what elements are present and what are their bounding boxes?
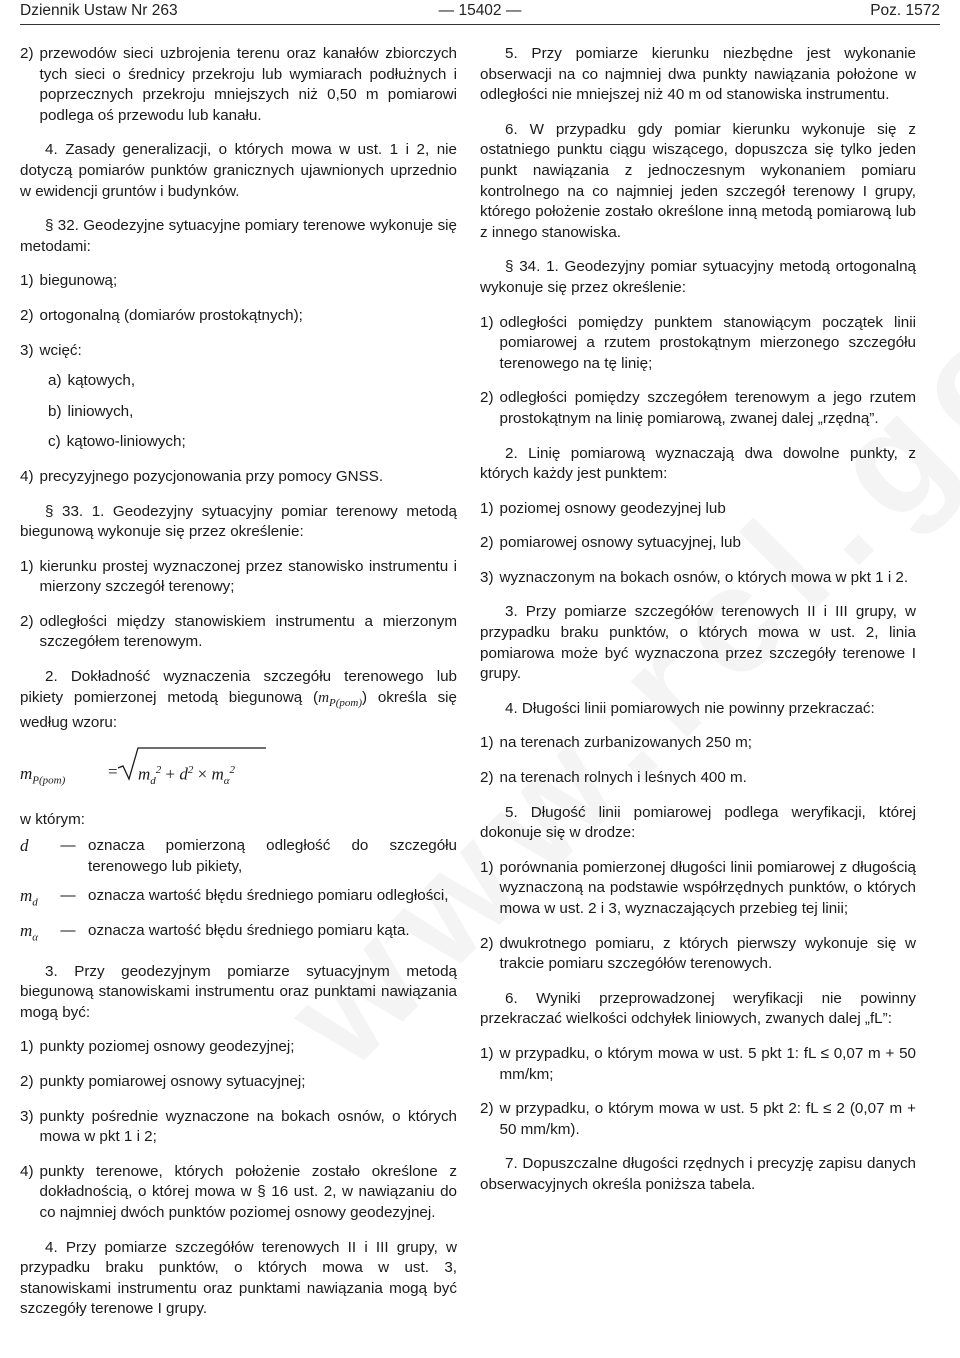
page-number: — 15402 — [438, 2, 522, 19]
symbol-subscript: d [32, 896, 38, 909]
section-33: § 33. 1. Geodezyjny sytuacyjny pomiar terenowy metodą biegunową wykonuje się przez określenie: [20, 502, 457, 541]
formula-plus: + [165, 764, 176, 784]
paragraph: 5. Przy pomiarze kierunku niezbędne jest wykonanie obserwacji na co najmniej dwa punkty nawiązania położone w odległości nie mniejszej niż 40 m od stanowiska instrumentu. [480, 45, 916, 104]
paragraph: 7. Dopuszczalne długości rzędnych i precyzję zapisu danych obserwacyjnych określa poniższa tabela. [480, 1155, 916, 1193]
list-item [480, 388, 916, 429]
item-number: 2) [480, 769, 494, 787]
list-item [480, 1099, 916, 1140]
right-column [480, 44, 916, 1196]
item-text: punkty poziomej osnowy geodezyjnej; [39, 1038, 295, 1056]
formula-symbol: d [179, 764, 188, 784]
list-item [480, 934, 916, 975]
formula-subscript: α [223, 774, 230, 787]
item-text: wyznaczonym na bokach osnów, o których mowa w pkt 1 i 2. [499, 568, 909, 586]
item-text: w przypadku, o którym mowa w ust. 5 pkt 1: fL ≤ 0,07 m + 50 mm/km; [499, 1044, 916, 1083]
sub-item [20, 432, 457, 453]
item-number: 4) [20, 467, 34, 485]
item-text: kątowo-liniowych; [66, 433, 186, 451]
paragraph: 3. Przy pomiarze szczegółów terenowych II i III grupy, w przypadku braku punktów, o których mowa w ust. 2, linia pomiarowa może być wyznaczona przez szczegóły terenowe I grupy. [480, 603, 916, 683]
formula-superscript: 2 [229, 763, 236, 776]
legend-symbol [20, 836, 48, 877]
item-text: odległości pomiędzy szczegółem terenowym a jego rzutem prostokątnym na linię pomiarową, zwanej dalej „rzędną”. [499, 389, 916, 427]
item-number: 3) [480, 568, 494, 586]
list-item [480, 499, 916, 520]
list-item [20, 44, 457, 126]
item-text: porównania pomierzonej długości linii pomiarowej z długością wyznaczoną na podstawie współrzędnych punktów, o których mowa w ust. 2 i 3, wyznaczających przebieg tej linii; [499, 858, 916, 917]
paragraph: 5. Długość linii pomiarowej podlega weryfikacji, której dokonuje się w drodze: [480, 803, 916, 842]
item-number: 2) [480, 389, 494, 407]
item-number: 4) [20, 1162, 34, 1180]
list-item [20, 557, 457, 598]
list-item [480, 733, 916, 754]
list-item [20, 306, 457, 327]
text-part: ) określa się według wzoru: [20, 688, 458, 732]
item-number: 1) [20, 557, 34, 575]
paragraph: 4. Przy pomiarze szczegółów terenowych II i III grupy, w przypadku braku punktów, o których mowa w ust. 3, stanowiskami instrumentu oraz punktami nawiązania mogą być szczegóły terenowe I grupy. [20, 1238, 457, 1318]
item-text: pomiarowej osnowy sytuacyjnej, lub [499, 534, 741, 552]
item-text: dwukrotnego pomiaru, z których pierwszy wykonuje się w trakcie pomiaru szczegółów terenowych. [499, 934, 916, 973]
list-item [20, 1107, 457, 1148]
legend-row [20, 836, 457, 877]
item-text: na terenach zurbanizowanych 250 m; [499, 734, 752, 752]
item-text: punkty pośrednie wyznaczone na bokach osnów, o których mowa w pkt 1 i 2; [39, 1107, 457, 1146]
item-text: ortogonalną (domiarów prostokątnych); [39, 306, 303, 324]
sub-item [20, 371, 457, 392]
item-number: 2) [20, 1073, 34, 1090]
item-number: 1) [480, 858, 494, 876]
list-item [480, 568, 916, 589]
header-rule [20, 24, 940, 25]
item-text: punkty pomiarowej osnowy sytuacyjnej; [39, 1073, 306, 1090]
text-part: 2. Dokładność wyznaczenia szczegółu terenowego lub pikiety pomierzonej metodą biegunową ( [20, 668, 457, 706]
formula-symbol: m [20, 763, 33, 783]
item-number: 2) [480, 934, 494, 952]
legend-dash: — [60, 886, 76, 904]
item-text: precyzyjnego pozycjonowania przy pomocy GNSS. [39, 467, 384, 485]
item-text: odległości między stanowiskiem instrumentu a mierzonym szczegółem terenowym. [39, 612, 457, 651]
legend-row [20, 921, 457, 948]
formula-subscript: P(pom) [32, 774, 66, 787]
formula-symbol: m [138, 764, 151, 784]
sub-item [20, 402, 457, 423]
legend-dash: — [60, 837, 76, 855]
journal-title: Dziennik Ustaw Nr 263 [20, 2, 178, 19]
symbol-m: m [318, 688, 330, 706]
formula-subscript: d [150, 774, 156, 787]
item-text: w przypadku, o którym mowa w ust. 5 pkt 2: fL ≤ 2 (0,07 m + 50 mm/km). [499, 1100, 916, 1138]
symbol-subscript: α [32, 931, 39, 944]
paragraph: 4. Długości linii pomiarowych nie powinny przekraczać: [505, 699, 875, 717]
item-number: 1) [480, 734, 494, 752]
legend-text: oznacza wartość błędu średniego pomiaru odległości, [88, 886, 449, 904]
item-number: 1) [20, 272, 34, 290]
list-item [20, 1037, 457, 1058]
symbol: m [20, 920, 33, 940]
paragraph: 6. Wyniki przeprowadzonej weryfikacji nie powinny przekraczać wielkości odchyłek liniowych, zwanych dalej „fL”: [480, 989, 916, 1028]
legend-text: oznacza wartość błędu średniego pomiaru kąta. [88, 921, 410, 939]
item-text: kątowych, [67, 372, 136, 390]
legend-intro: w którym: [20, 810, 85, 828]
list-item [20, 341, 457, 362]
list-item [20, 1162, 457, 1224]
formula-rhs [138, 760, 235, 792]
position-number: Poz. 1572 [870, 2, 940, 19]
item-text: odległości pomiędzy punktem stanowiącym początek linii pomiarowej a rzutem prostokątnym mierzonego szczegółu terenowego na tę linię; [499, 313, 916, 372]
list-item [480, 768, 916, 789]
item-number: 2) [20, 612, 34, 630]
legend-dash: — [60, 921, 76, 939]
item-letter: a) [48, 372, 62, 390]
item-number: 3) [20, 1107, 34, 1125]
item-number: 3) [20, 341, 34, 359]
list-item [480, 533, 916, 554]
item-number: 1) [480, 499, 494, 517]
symbol: d [20, 836, 29, 856]
list-item [20, 1072, 457, 1093]
paragraph: 2. Linię pomiarową wyznaczają dwa dowolne punkty, z których każdy jest punktem: [480, 444, 916, 483]
paragraph: 6. W przypadku gdy pomiar kierunku wykonuje się z ostatniego punktu ciągu wiszącego, dopuszcza się tylko jeden punkt nawiązania z jednoczesnym wykonaniem pomiaru kontrolnego na co najmniej jeden szczegół terenowy I grupy, którego położenie zostało określone inną metodą pomiarową lub z innego stanowiska. [480, 120, 916, 241]
item-number: 1) [20, 1038, 34, 1056]
accuracy-paragraph [20, 667, 457, 734]
item-text: liniowych, [67, 402, 134, 420]
formula-superscript: 2 [187, 763, 194, 776]
item-number: 1) [480, 1044, 494, 1062]
item-letter: b) [48, 402, 62, 420]
paragraph: 3. Przy geodezyjnym pomiarze sytuacyjnym metodą biegunową stanowiskami instrumentu oraz punktami nawiązania mogą być: [20, 962, 457, 1021]
item-number: 2) [20, 45, 34, 62]
legend-row [20, 886, 457, 913]
item-number: 2) [480, 1100, 494, 1118]
legend-symbol [20, 886, 48, 913]
item-text: przewodów sieci uzbrojenia terenu oraz kanałów zbiorczych tych sieci o średnicy przekroju lub wymiarach podłużnych i poprzecznych przekroju mniejszych niż 0,50 m pomiarowi podlega oś przewodu lub kanału. [39, 45, 457, 124]
list-item [20, 271, 457, 292]
formula-superscript: 2 [155, 763, 162, 776]
formula-times: × [197, 764, 208, 784]
item-number: 2) [20, 306, 34, 324]
item-text: kierunku prostej wyznaczonej przez stanowisko instrumentu i mierzony szczegół terenowy; [39, 557, 457, 596]
list-item [480, 858, 916, 920]
page-header [20, 0, 940, 24]
accuracy-formula [20, 746, 457, 792]
formula-equals: = [108, 761, 118, 781]
symbol: m [20, 885, 33, 905]
item-letter: c) [48, 433, 61, 451]
formula-lhs [20, 764, 65, 791]
list-item [20, 467, 457, 488]
item-text: biegunową; [39, 272, 118, 290]
item-text: wcięć: [39, 341, 82, 359]
list-item [480, 1044, 916, 1085]
item-text: poziomej osnowy geodezyjnej lub [499, 499, 726, 517]
item-number: 1) [480, 313, 494, 331]
item-text: punkty terenowe, których położenie zostało określone z dokładnością, o której mowa w § 16 ust. 2, w nawiązaniu do co najmniej dwóch punktów poziomej osnowy geodezyjnej. [39, 1162, 457, 1221]
paragraph: 4. Zasady generalizacji, o których mowa w ust. 1 i 2, nie dotyczą pomiarów punktów granicznych ujawnionych uprzednio w ewidencji gruntów i budynków. [20, 141, 457, 200]
item-text: na terenach rolnych i leśnych 400 m. [499, 769, 747, 787]
formula-symbol: m [211, 764, 224, 784]
item-number: 2) [480, 534, 494, 552]
list-item [20, 612, 457, 653]
section-32: § 32. Geodezyjne sytuacyjne pomiary terenowe wykonuje się metodami: [20, 217, 457, 255]
symbol-subscript: P(pom) [329, 696, 363, 709]
legend-symbol [20, 921, 48, 948]
list-item [480, 313, 916, 375]
section-34: § 34. 1. Geodezyjny pomiar sytuacyjny metodą ortogonalną wykonuje się przez określenie: [480, 258, 916, 296]
left-column [20, 44, 457, 1320]
legend-text: oznacza pomierzoną odległość do szczegółu terenowego lub pikiety, [88, 837, 457, 876]
